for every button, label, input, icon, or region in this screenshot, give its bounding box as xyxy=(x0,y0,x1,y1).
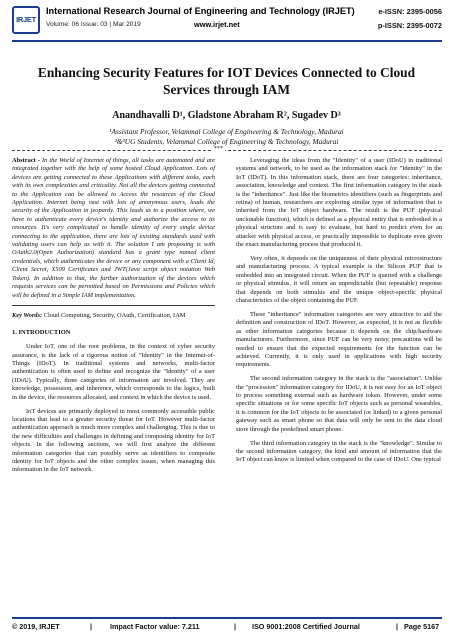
intro-paragraph-1: Under IoT, one of the root problems, in the context of cyber security assurance, is the lack of a rigorous notion of "Identity" in the Internet-of-Things (IDoT). In traditional systems and networks, multi-factor authentication is often used to define and recognize the "Identity" of a user (IDoU). Typically, three categories of information are involved. They are knowledge, possession, and inherence, which corresponds to the logics, built in the device, the resources allocated, and context in which the device is used. xyxy=(12,343,215,401)
paper-authors: Anandhavalli D¹, Gladstone Abraham R², Sugadev D³ xyxy=(112,110,341,121)
right-paragraph-1: Leveraging the ideas from the "Identity" of a user (IDoU) in traditional systems and network, to be used as the information stack for "Identity" in the IoT (IDoT). In this information stack, there are four categories: inheritance, association, knowledge and context. The first information category in the stack is the "inheritance". Just like the biometrics identifiers (such as fingerprints and retina) of human, researchers are exploring similar type of information that is inherited from the IoT object hardware. The result is the PUF (physical unclonable function), which is defined as a physical entity that is embodied in a physical structure and is easy to evaluate, but hard to predict even for an attacker with physical access, or practically impossible to duplicate even given the exact manufacturing process that produced it. xyxy=(236,157,442,249)
footer-page-number: Page 5167 xyxy=(404,622,440,631)
journal-header xyxy=(12,6,442,38)
footer-separator: | xyxy=(396,622,399,631)
right-paragraph-5: The third information category in the stack is the "knowledge". Similar to the second information category, the kind and amount of information that the IoT object can know is limited when compared to the case of IDoU. One typical xyxy=(236,439,442,464)
keywords xyxy=(12,312,215,320)
footer-rule xyxy=(12,617,442,619)
journal-volume: Volume: 06 Issue: 03 | Mar 2019 xyxy=(46,21,141,28)
abstract-label: Abstract - xyxy=(12,157,40,164)
separator-stars: *** xyxy=(214,146,223,152)
footer-iso: ISO 9001:2008 Certified Journal xyxy=(252,622,360,631)
section-heading-introduction: 1. INTRODUCTION xyxy=(12,328,71,336)
p-issn: p-ISSN: 2395-0072 xyxy=(377,21,442,30)
right-paragraph-2: Very often, it depends on the uniqueness of their physical microstructure and manufacturing process. A typical example is the Silicon PUF that is embedded into an integrated circuit. When the PUF is queried with a challenge or physical stimulus, it will return an unpredictable (but repeatable) response that depends on both stimulus and the unique object-specific physical characteristics of the object containing the PUF. xyxy=(236,254,442,304)
keywords-text: Cloud Computing, Security, OAuth, Certification, IAM xyxy=(42,312,186,320)
journal-url: www.irjet.net xyxy=(194,20,240,29)
e-issn: e-ISSN: 2395-0056 xyxy=(378,7,442,16)
affiliation-1: ¹Assistant Professor, Velammal College of Engineering & Technology, Madurai xyxy=(109,127,344,136)
section-separator xyxy=(12,150,442,151)
footer-separator: | xyxy=(234,622,237,631)
right-paragraph-3: These "inheritance" information categories are very attractive to aid the definition and construction of IDoT. However, as expected, it is not as flexible as other information categories because it depends on the chip/hardware manufacturers. Furthermore, since PUF can be very noisy, precautions will be needed to ensure that the expected requirements for the function can be achieved. Currently, it is only used in applications with high security requirements. xyxy=(236,310,442,369)
journal-logo xyxy=(12,6,40,34)
left-column xyxy=(12,157,215,480)
affiliation-2: ²&³UG Students, Velammal College of Engineering & Technology, Madurai xyxy=(114,137,339,146)
right-column xyxy=(236,157,442,470)
journal-title: International Research Journal of Engineering and Technology (IRJET) xyxy=(46,6,355,16)
keywords-label: Key Words: xyxy=(12,312,43,320)
footer-separator: | xyxy=(90,622,93,631)
abstract-rule xyxy=(12,305,215,306)
header-rule xyxy=(12,40,442,42)
abstract-text: In the World of Internet of things, all tasks are automated and are integrated together with the help of some hosted Cloud Application. Lots of devices are getting connected to these Applications with different tasks, each with its own complexities and criticality. Not all the devices getting connected to the Application can be allowed to Access the resources of the Cloud Application. Internet being vast with lots of anonymous users, leads the security of the Application in jeopardy. This leads us to a position where, we have to authenticate every device's identity and authorize the access to its resources. It's very complicated to handle identity of every single device connecting to the application, there are lots of existing standards used with validating users can help us with it. The solution I am proposing is with OAuth2.0(Open Authorization) standard has a grant type named client credentials, which authenticates the device or any component with a Client Id, Client Secret, X509 Certificates and JWT(Java script object notation Web Token). In addition to that, the further authorization of the devices which requests services can be permitted based on Permissions and Policies which will be defined in a Simple IAM implementation. xyxy=(12,157,215,299)
footer-copyright: © 2019, IRJET xyxy=(12,622,60,631)
right-paragraph-4: The second information category in the stack is the "association". Unlike the "procession" information category for IDoU, it is not easy for an IoT object to process something external such as hardware token. However, under some specific situations or for some specific IoT objects such as personal wearables, it is common for the IoT objects to be associated (or linked) to a given personal gateway such as smart phone so that data will only be sent to the data cloud store through the predefined smart phone. xyxy=(236,375,442,433)
abstract xyxy=(12,157,215,300)
footer-impact-factor: Impact Factor value: 7.211 xyxy=(110,622,200,631)
paper-title: Enhancing Security Features for IOT Devices Connected to Cloud Services through IAM xyxy=(37,65,416,97)
journal-logo-text: IRJET xyxy=(16,15,36,24)
intro-paragraph-2: IoT devices are primarily deployed in most commonly accessible public locations that lead to a greater security threat for IoT. However multi-factor authentication approach is much more complex and challenging. This is due to the new difficulties and challenges in defining and composing identity for IoT objects. In the following sections, we will first analyze the different information categories that can possibly serve as identifiers to composite identity for IoT objects and the other complex issues, when managing this information in the IoT network. xyxy=(12,407,215,474)
